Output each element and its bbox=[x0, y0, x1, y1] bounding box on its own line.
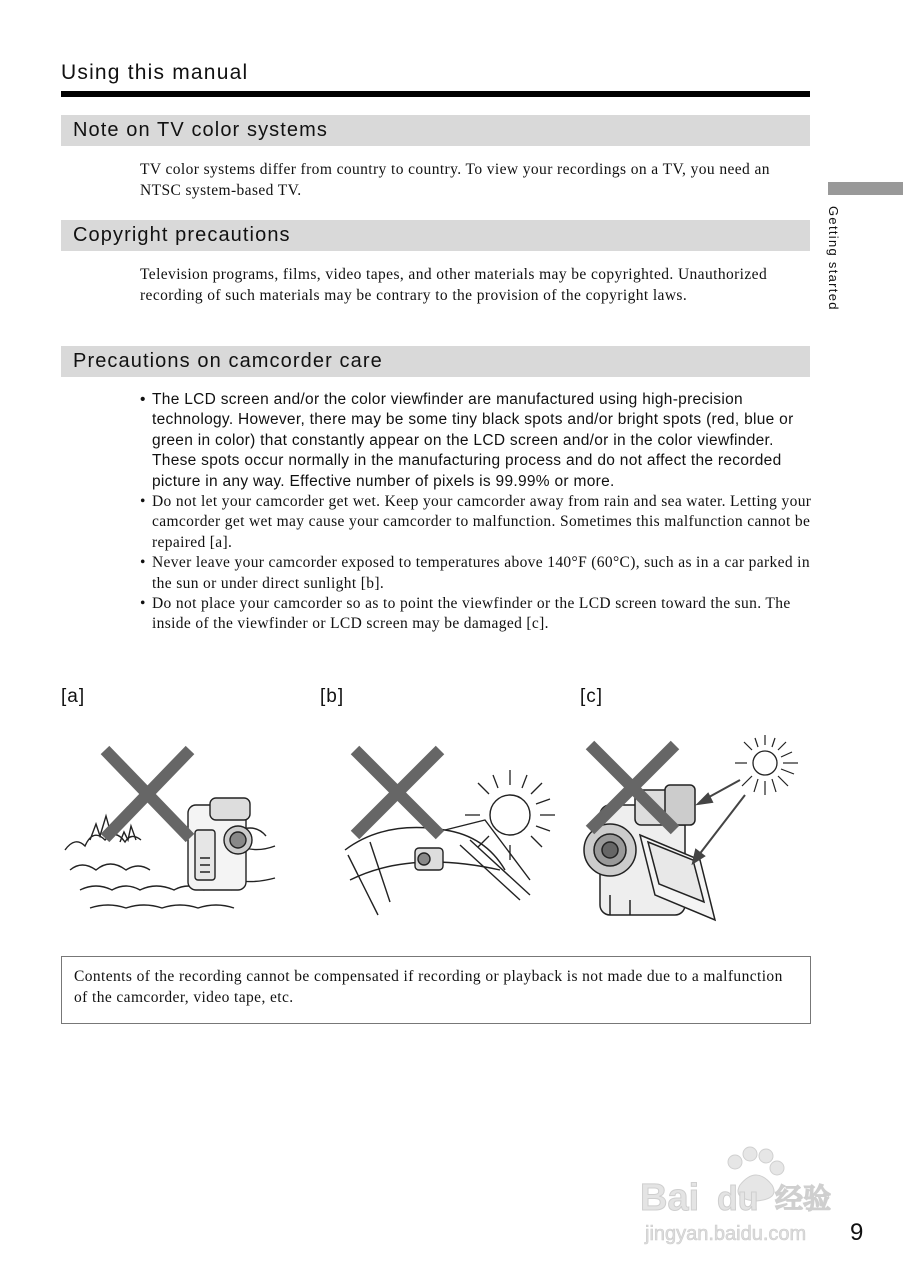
chapter-tab-label: Getting started bbox=[826, 206, 841, 311]
section-title-camcorder-care: Precautions on camcorder care bbox=[61, 346, 810, 377]
section-title-tv-color: Note on TV color systems bbox=[61, 115, 810, 146]
watermark-cn: 经验 bbox=[775, 1182, 832, 1215]
list-item bbox=[140, 492, 812, 553]
page-header-title: Using this manual bbox=[61, 61, 249, 84]
list-item bbox=[140, 594, 812, 635]
list-item bbox=[140, 553, 812, 594]
section-body-tv-color: TV color systems differ from country to country. To view your recordings on a TV, you need an NTSC system-based TV. bbox=[140, 161, 770, 199]
section-body-copyright: Television programs, films, video tapes, and other materials may be copyrighted. Unauthorized recording of such materials may be contrary to the provision of the copyright laws. bbox=[140, 266, 768, 304]
list-item bbox=[140, 390, 812, 492]
page-number: 9 bbox=[850, 1219, 864, 1246]
figure-label-c: [c] bbox=[580, 686, 604, 707]
watermark-brand: Bai bbox=[640, 1177, 700, 1219]
list-item-text: Do not place your camcorder so as to point the viewfinder or the LCD screen toward the sun. The inside of the viewfinder or LCD screen may be damaged [c]. bbox=[152, 595, 791, 633]
bullet-dot: • bbox=[140, 493, 146, 511]
baidu-jingyan-watermark bbox=[635, 1140, 855, 1250]
header-rule bbox=[61, 91, 810, 97]
liability-notice-text: Contents of the recording cannot be compensated if recording or playback is not made due to a malfunction of the camcorder, video tape, etc. bbox=[74, 968, 783, 1006]
list-item-text: The LCD screen and/or the color viewfinder are manufactured using high-precision technology. However, there may be some tiny black spots and/or bright spots (red, blue or green in color) that constantly appear on the LCD screen and/or in the color viewfinder. These spots occur normally in the manufacturing process and do not affect the recorded picture in any way. Effective number of pixels is 99.99% or more. bbox=[152, 391, 794, 490]
liability-notice-box bbox=[61, 956, 811, 1024]
camcorder-in-water-prohibited-icon bbox=[60, 730, 300, 920]
care-precautions-list bbox=[140, 390, 812, 635]
bullet-dot: • bbox=[140, 554, 146, 572]
section-title-copyright: Copyright precautions bbox=[61, 220, 810, 251]
list-item-text: Never leave your camcorder exposed to temperatures above 140°F (60°C), such as in a car parked in the sun or under direct sunlight [b]. bbox=[152, 554, 810, 592]
watermark-url: jingyan.baidu.com bbox=[645, 1223, 807, 1245]
figure-label-a: [a] bbox=[61, 686, 86, 707]
bullet-dot: • bbox=[140, 391, 146, 408]
figure-label-b: [b] bbox=[320, 686, 345, 707]
bullet-dot: • bbox=[140, 595, 146, 613]
list-item-text: Do not let your camcorder get wet. Keep your camcorder away from rain and sea water. Letting your camcorder get wet may cause your camcorder to malfunction. Sometimes this malfunction cannot be repaired [a]. bbox=[152, 493, 812, 551]
chapter-tab bbox=[828, 182, 903, 195]
camcorder-in-car-sun-prohibited-icon bbox=[340, 730, 570, 920]
watermark-brand-suffix: du bbox=[717, 1180, 759, 1218]
viewfinder-toward-sun-prohibited-icon bbox=[580, 730, 810, 925]
